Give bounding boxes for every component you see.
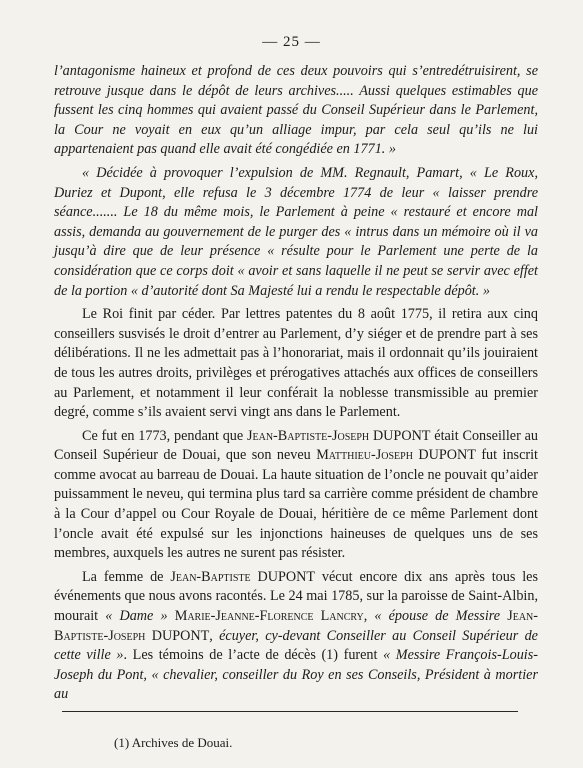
paragraph-1: l’antagonisme haineux et profond de ces deux pouvoirs qui s’entredétruisirent, se retrouve jusque dans le dépôt de leurs archives..... Aussi quelques estimables que fussent les cinq hommes qui avaient passé du Conseil Supérieur dans le Parlement, la Cour ne voyait en eux qu’un alliage impur, par cela seul qu’ils ne lui appartenaient pas quand elle avait été congédiée en 1771. »: [54, 63, 538, 158]
paragraph-5: La femme de Jean-Baptiste DUPONT vécut encore dix ans après tous les événements que nous avons racontés. Le 24 mai 1785, sur la paroisse de Saint-Albin, mourait « Dame » Marie-Jeanne-Florence Lancry, « épouse de Messire Jean-Baptiste-Joseph DUPONT, écuyer, cy-devant Conseiller au Conseil Supérieur de cette ville ». Les témoins de l’acte de décès (1) furent « Messire François-Louis-Joseph du Pont, « chevalier, conseiller du Roy en ses Conseils, Président à mortier au: [54, 568, 538, 703]
page-body: [54, 62, 538, 705]
person-name: Matthieu-Joseph DUPONT: [316, 447, 476, 464]
person-name: Jean-Baptiste DUPONT: [170, 568, 316, 585]
paragraph-2-quotation: « Décidée à provoquer l’expulsion de MM. Regnault, Pamart, « Le Roux, Duriez et Dupont, elle refusa le 3 décembre 1774 de leur « laisser prendre séance....... Le 18 du même mois, le Parlement à peine « restauré et encore mal assis, demanda au gouvernement de le purger des « intrus dans un mémoire où il va jusqu’à dire que de leur présence « résulte pour le Parlement une perte de la considération que ce corps doit « avoir et sans laquelle il ne peut se servir avec effet de la portion « d’autorité dont Sa Majesté lui a rendu le respectable dépôt. »: [54, 164, 538, 299]
person-name: Jean-Baptiste-Joseph DUPONT: [246, 427, 431, 444]
person-name: Marie-Jeanne-Florence Lancry: [174, 608, 364, 625]
footnote: (1) Archives de Douai.: [114, 735, 233, 750]
page-number: — 25 —: [262, 34, 321, 50]
paragraph-4: Ce fut en 1773, pendant que Jean-Baptiste-Joseph DUPONT était Conseiller au Conseil Supérieur de Douai, que son neveu Matthieu-Joseph DUPONT fut inscrit comme avocat au barreau de Douai. La haute situation de l’oncle ne pouvait qu’aider puissamment le neveu, qui termina plus tard sa carrière comme président de chambre à la Cour d’appel ou Cour Royale de Douai, héritière de ce même Parlement dont l’oncle avait été expulsé sur les injonctions haineuses de quelques uns de ses membres, auxquels les autres ne surent pas résister.: [54, 427, 538, 562]
paragraph-3: Le Roi finit par céder. Par lettres patentes du 8 août 1775, il retira aux cinq conseillers susvisés le droit d’entrer au Parlement, d’y siéger et de prendre part à ses délibérations. Il ne les admettait pas à l’honorariat, mais il ordonnait qu’ils jouiraient de tous les autres droits, privilèges et prérogatives attachés aux offices de conseillers au Parlement, et notamment il leur conférait la noblesse transmissible au premier degré, comme s’ils avaient servi vingt ans dans le Parlement.: [54, 306, 538, 421]
footnote-rule: [62, 711, 518, 712]
person-name: Jean-Baptiste-Joseph DUPONT: [54, 608, 538, 644]
